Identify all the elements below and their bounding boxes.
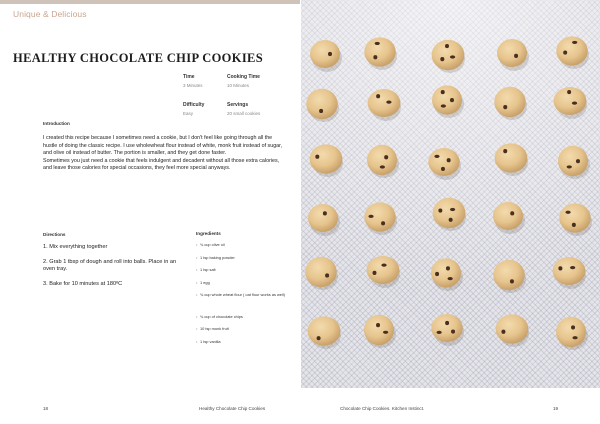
dough-ball	[308, 204, 338, 232]
dough-ball	[494, 87, 525, 117]
chocolate-chip	[514, 54, 518, 58]
introduction-heading: Introduction	[43, 121, 70, 126]
chocolate-chip	[570, 266, 575, 269]
dough-ball	[428, 148, 459, 176]
meta-servings-label: Servings	[227, 102, 249, 108]
ingredient-item: • 1 tsp vanilla	[196, 338, 221, 344]
dough-ball	[431, 314, 462, 342]
dough-ball	[493, 202, 523, 230]
footer-title-right: Chocolate Chip Cookies. Kitchen Instinct.	[340, 406, 425, 411]
ingredient-item: • ¾ cup olive oil	[196, 242, 225, 247]
dough-ball	[495, 143, 528, 172]
dough-ball	[553, 257, 586, 285]
chocolate-chip	[381, 264, 386, 267]
chocolate-chip	[450, 208, 455, 211]
chocolate-chip	[376, 323, 380, 327]
chocolate-chip	[510, 211, 514, 215]
chocolate-chip	[450, 55, 455, 58]
meta-cooking-time-label: Cooking Time	[227, 74, 260, 80]
dough-ball	[306, 89, 337, 119]
bullet-icon: •	[196, 254, 198, 260]
bullet-icon: •	[196, 279, 198, 285]
chocolate-chip	[328, 52, 332, 56]
chocolate-chip	[434, 155, 439, 158]
dough-ball	[497, 39, 527, 67]
meta-servings	[227, 102, 260, 116]
direction-step: 1. Mix everything together	[43, 244, 108, 250]
bullet-icon: •	[196, 242, 198, 247]
dough-balls-illustration	[301, 0, 600, 388]
meta-difficulty-label: Difficulty	[183, 102, 205, 108]
chocolate-chip	[315, 155, 319, 159]
dough-ball	[558, 146, 588, 176]
chocolate-chip	[373, 55, 377, 59]
introduction-text	[43, 135, 283, 173]
dough-ball	[559, 203, 590, 232]
ingredient-item: • ¾ cup of chocolate chips	[196, 313, 243, 319]
dough-ball	[433, 198, 466, 228]
chocolate-chip	[435, 272, 439, 276]
chocolate-chip	[451, 329, 455, 333]
bullet-icon: •	[196, 267, 198, 273]
chocolate-chip	[449, 218, 453, 222]
chocolate-chip	[440, 57, 444, 61]
dough-ball	[367, 145, 397, 175]
chocolate-chip	[446, 266, 450, 270]
chocolate-chip	[510, 279, 514, 283]
dough-ball	[556, 317, 586, 347]
dough-ball	[496, 314, 529, 343]
chocolate-chip	[576, 159, 580, 163]
directions-list	[43, 244, 183, 295]
meta-time-label: Time	[183, 74, 195, 80]
footer-title-left: Healthy Chocolate Chip Cookies	[199, 406, 266, 411]
dough-ball	[310, 40, 340, 68]
directions-heading: Directions	[43, 232, 66, 237]
chocolate-chip	[441, 167, 445, 171]
ingredients-list	[196, 240, 296, 349]
ingredient-item: • 1 egg	[196, 279, 210, 285]
chocolate-chip	[372, 271, 376, 275]
chocolate-chip	[503, 149, 507, 153]
dough-ball	[364, 315, 394, 345]
direction-step: 3. Bake for 10 minutes at 180ºC	[43, 280, 123, 287]
dough-ball	[493, 260, 524, 290]
chocolate-chip	[572, 336, 577, 339]
meta-cooking-time	[227, 74, 260, 88]
chocolate-chip	[445, 321, 449, 325]
chocolate-chip	[567, 165, 572, 168]
chocolate-chip	[441, 90, 445, 94]
chocolate-chip	[571, 325, 575, 329]
chocolate-chip	[368, 215, 373, 218]
ingredient-item: • 1 tsp baking powder	[196, 254, 235, 260]
bullet-icon: •	[196, 326, 198, 332]
chocolate-chip	[563, 50, 567, 54]
chocolate-chip	[448, 277, 453, 280]
chocolate-chip	[501, 330, 505, 334]
chocolate-chip	[567, 90, 571, 94]
chocolate-chip	[438, 208, 442, 212]
chocolate-chip	[441, 104, 446, 107]
dough-ball	[368, 89, 401, 117]
bullet-icon: •	[196, 338, 198, 344]
bullet-icon: •	[196, 292, 198, 298]
footer-page-number-right: 19	[553, 406, 559, 411]
recipe-title: HEALTHY CHOCOLATE CHIP COOKIES	[13, 51, 264, 65]
chocolate-chip	[558, 266, 562, 270]
chocolate-chip	[376, 94, 380, 98]
ingredient-item: • 10 tsp monk fruit	[196, 326, 229, 332]
meta-difficulty	[183, 102, 204, 116]
section-label: Unique & Delicious	[13, 9, 87, 19]
ingredient-item: • ¾ cup whole wheat flour ( oat flour works as well)	[196, 292, 285, 298]
chocolate-chip	[325, 273, 329, 277]
chocolate-chip	[384, 155, 388, 159]
chocolate-chip	[503, 105, 507, 109]
chocolate-chip	[447, 158, 451, 162]
dough-ball	[310, 144, 343, 173]
cookie-dough-tray-photo	[301, 0, 600, 388]
footer-page-number-left: 18	[43, 406, 49, 411]
dough-ball	[364, 37, 395, 66]
meta-cooking-time-value: 10 Minutes	[227, 83, 250, 88]
meta-difficulty-value: Easy	[183, 111, 194, 116]
direction-step: 2. Grab 1 tbsp of dough and roll into balls. Place in an oven tray.	[43, 258, 177, 273]
meta-time	[183, 74, 203, 88]
bullet-icon: •	[196, 313, 198, 319]
ingredient-item: • 1 tsp salt	[196, 267, 216, 273]
chocolate-chip	[317, 336, 321, 340]
chocolate-chip	[565, 211, 570, 214]
meta-time-value: 3 Minutes	[183, 83, 203, 88]
dough-ball	[432, 85, 462, 114]
chocolate-chip	[381, 221, 385, 225]
meta-servings-value: 20 small cookies	[227, 111, 261, 116]
chocolate-chip	[450, 98, 454, 102]
introduction-paragraph-2: Sometimes you just need a cookie that feels indulgent and decadent without all those extra calories, and leave those calories for special occasions, they feel more special anyways.	[43, 157, 280, 172]
dough-ball	[305, 257, 336, 287]
dough-ball	[308, 316, 341, 345]
chocolate-chip	[375, 42, 380, 45]
chocolate-chip	[445, 44, 449, 48]
chocolate-chip	[386, 100, 391, 103]
ingredients-heading: Ingredients	[196, 231, 221, 236]
introduction-paragraph-1: I created this recipe because I sometimes need a cookie, but I don't feel like going through all the hustle of doing the classic recipe. I use wholewheat flour instead of white, monk fruit instead of sugar, and olive oil instead of butter. The portion is smaller, and they get done faster.	[43, 135, 283, 157]
chocolate-chip	[383, 331, 388, 334]
chocolate-chip	[380, 165, 385, 168]
dough-ball	[556, 36, 587, 65]
dough-ball	[367, 256, 400, 284]
chocolate-chip	[319, 109, 323, 113]
chocolate-chip	[323, 211, 327, 215]
chocolate-chip	[437, 331, 442, 334]
chocolate-chip	[572, 223, 576, 227]
chocolate-chip	[572, 102, 577, 105]
chocolate-chip	[572, 41, 577, 44]
